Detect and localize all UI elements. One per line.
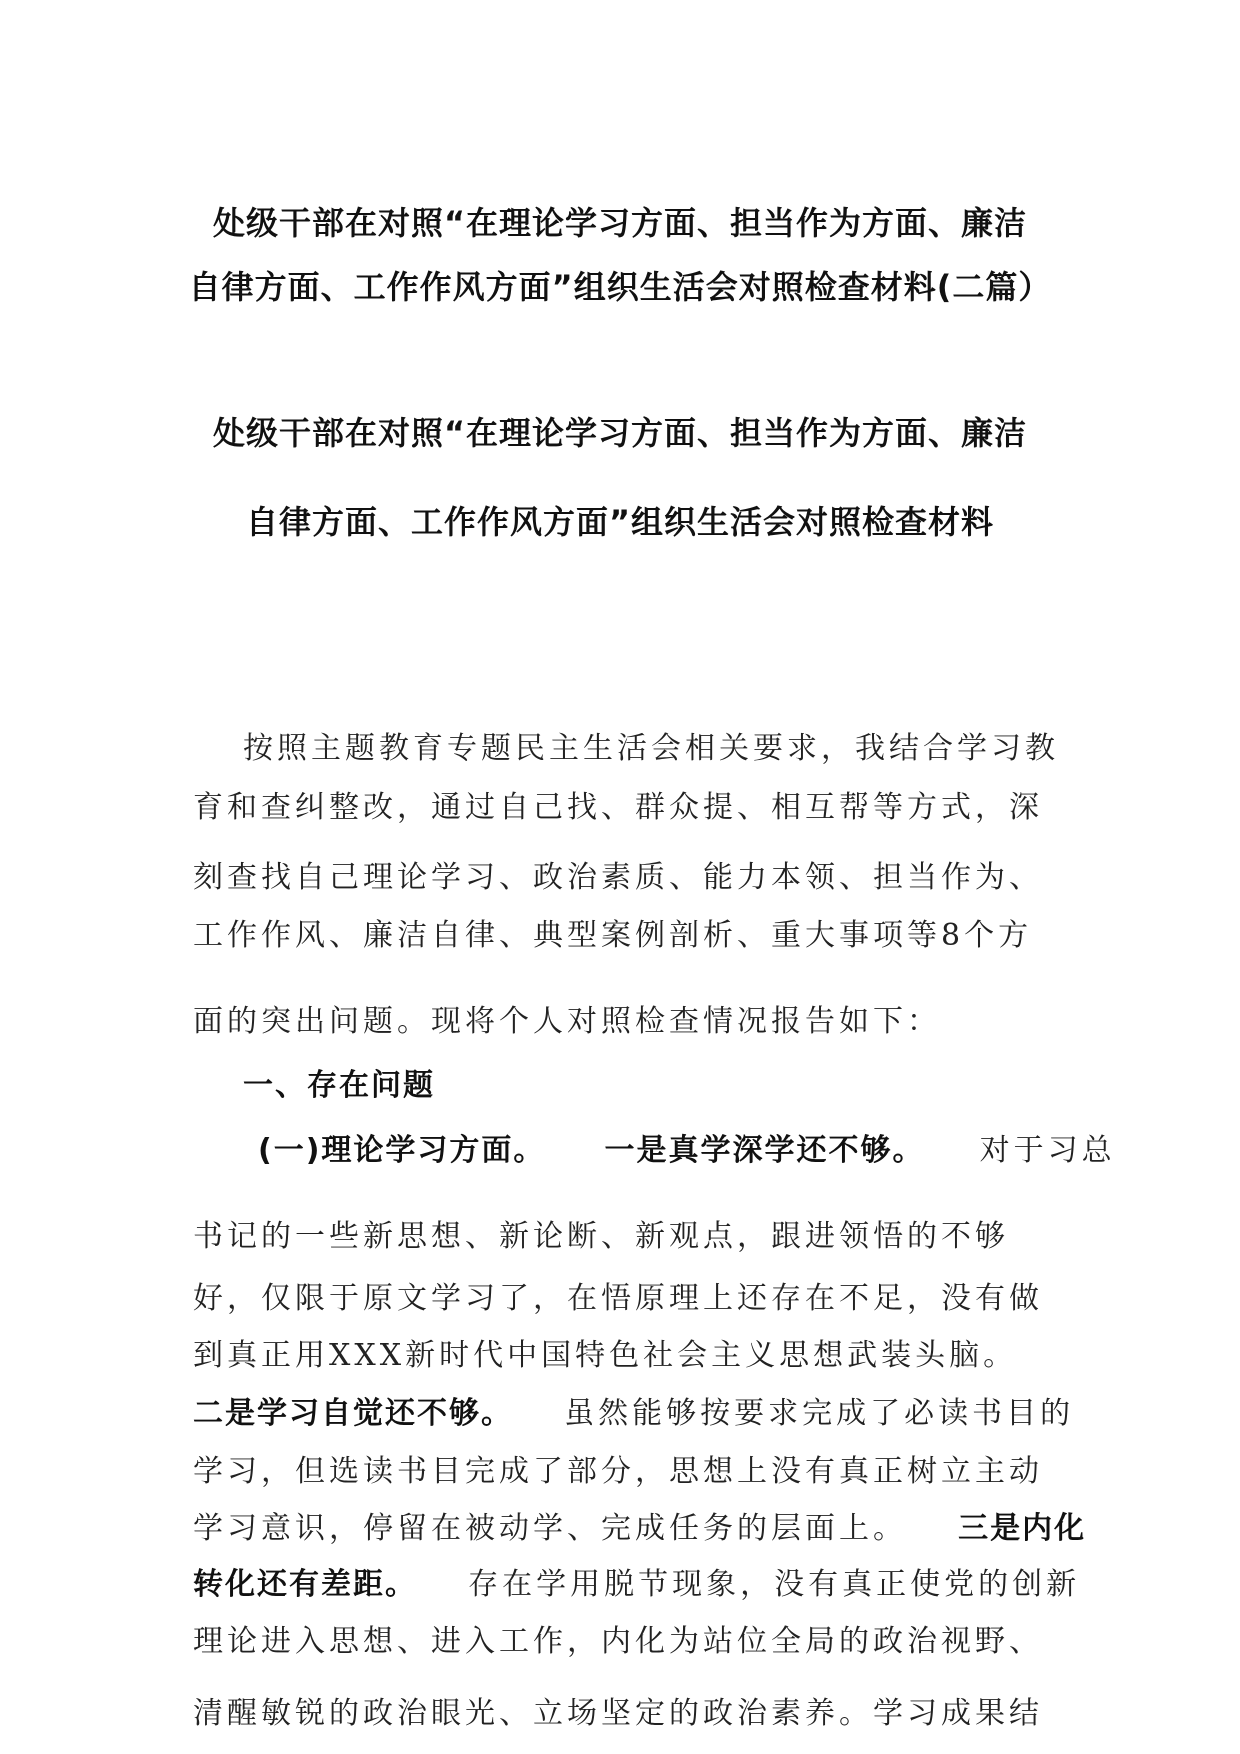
paragraph-line: 面的突出问题。现将个人对照检查情况报告如下： [193,1004,941,1039]
section-heading: 一、存在问题 [243,1068,435,1103]
point-text: 虽然能够按要求完成了必读书目的 [564,1396,1075,1431]
paragraph-line: 到真正用XXX新时代中国特色社会主义思想武装头脑。 [193,1338,1018,1373]
paragraph-line: 学习，但选读书目完成了部分，思想上没有真正树立主动 [193,1454,1043,1489]
paragraph-line: 刻查找自己理论学习、政治素质、能力本领、担当作为、 [193,860,1043,895]
title-b-line-2: 自律方面、工作作风方面”组织生活会对照检查材料 [245,503,995,541]
title-a-line-2: 自律方面、工作作风方面”组织生活会对照检查材料(二篇） [188,268,1052,306]
title-b-line-1: 处级干部在对照“在理论学习方面、担当作为方面、廉洁 [212,414,1028,452]
paragraph-line: 按照主题教育专题民主生活会相关要求，我结合学习教 [243,731,1059,766]
point-heading: 一是真学深学还不够。 [604,1133,925,1168]
paragraph-line [193,1388,1074,1432]
point-heading: 二是学习自觉还不够。 [193,1396,513,1431]
paragraph-line: 理论进入思想、进入工作，内化为站位全局的政治视野、 [193,1624,1043,1659]
subsection-heading: (一)理论学习方面。 [258,1133,546,1168]
paragraph-line: 清醒敏锐的政治眼光、立场坚定的政治素养。学习成果结 [193,1696,1043,1731]
subsection-line [258,1125,1116,1169]
point-text: 学习意识，停留在被动学、完成任务的层面上。 [193,1511,907,1546]
paragraph-line: 好，仅限于原文学习了，在悟原理上还存在不足，没有做 [193,1281,1043,1316]
paragraph-line: 工作作风、廉洁自律、典型案例剖析、重大事项等8个方 [193,918,1033,953]
title-a-line-1: 处级干部在对照“在理论学习方面、担当作为方面、廉洁 [212,204,1028,242]
paragraph-line: 书记的一些新思想、新论断、新观点，跟进领悟的不够 [193,1219,1009,1254]
paragraph-line: 育和查纠整改，通过自己找、群众提、相互帮等方式，深 [193,790,1043,825]
point-text: 存在学用脱节现象，没有真正使党的创新 [468,1567,1081,1602]
point-text: 对于习总 [979,1133,1116,1168]
point-heading: 转化还有差距。 [193,1567,417,1602]
paragraph-line [193,1503,1086,1547]
paragraph-line [193,1559,1080,1603]
point-heading: 三是内化 [958,1511,1087,1546]
